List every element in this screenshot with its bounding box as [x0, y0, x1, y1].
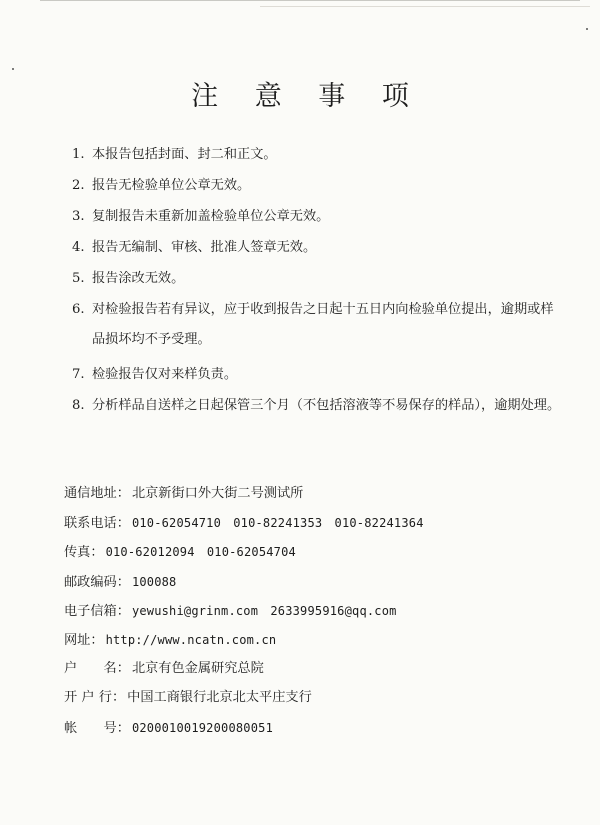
notice-number: 8.	[72, 398, 85, 413]
website-row	[64, 630, 544, 659]
scan-edge-line	[260, 6, 590, 7]
notice-text: 本报告包括封面、封二和正文。	[92, 147, 277, 162]
phone-value: 010-62054710 010-82241353 010-82241364	[131, 516, 424, 531]
notice-item	[72, 209, 562, 225]
website-label: 网址：	[64, 632, 104, 648]
notice-number: 4.	[72, 240, 85, 255]
email-row	[64, 601, 544, 630]
notice-number: 6.	[72, 302, 85, 317]
scan-speck	[12, 68, 14, 70]
notice-text: 分析样品自送样之日起保管三个月（不包括溶液等不易保存的样品），逾期处理。	[92, 398, 561, 413]
fax-label: 传真：	[64, 545, 104, 561]
contact-info	[64, 484, 544, 747]
notice-number: 3.	[72, 209, 85, 224]
notice-text: 复制报告未重新加盖检验单位公章无效。	[92, 209, 330, 224]
fax-row	[64, 542, 544, 571]
phone-row	[64, 513, 544, 542]
notice-number: 1.	[72, 147, 85, 162]
notice-number: 7.	[72, 367, 85, 382]
phone-label: 联系电话：	[64, 516, 130, 532]
notice-item	[72, 271, 562, 287]
email-value: yewushi@grinm.com 2633995916@qq.com	[131, 603, 397, 618]
notice-text: 报告无检验单位公章无效。	[92, 178, 251, 193]
notice-item	[72, 391, 562, 421]
scan-edge-line	[40, 0, 580, 1]
notice-text: 报告涂改无效。	[92, 271, 185, 286]
fax-value: 010-62012094 010-62054704	[105, 545, 296, 560]
address-value: 北京新街口外大街二号测试所	[131, 486, 304, 501]
address-row	[64, 484, 544, 513]
notice-item	[72, 147, 562, 163]
notice-text: 检验报告仅对来样负责。	[92, 367, 238, 382]
notice-item	[72, 240, 562, 256]
postcode-value: 100088	[131, 574, 177, 589]
bank-label: 开 户 行：	[64, 690, 126, 706]
notice-text: 报告无编制、审核、批准人签章无效。	[92, 240, 317, 255]
account-name-row	[64, 659, 544, 688]
scan-speck	[586, 28, 588, 30]
postcode-row	[64, 572, 544, 601]
page-title: 注 意 事 项	[191, 81, 423, 112]
account-number-row	[64, 718, 544, 747]
notice-list	[72, 147, 562, 433]
notice-item	[72, 367, 562, 383]
account-number-value: 0200010019200080051	[131, 720, 274, 735]
notice-number: 5.	[72, 271, 85, 286]
address-label: 通信地址：	[64, 486, 130, 501]
account-number-label: 帐 号：	[64, 720, 130, 736]
notice-text: 对检验报告若有异议，应于收到报告之日起十五日内向检验单位提出，逾期或样品损坏均不予受理。	[92, 302, 554, 347]
bank-row	[64, 688, 544, 717]
email-label: 电子信箱：	[64, 603, 130, 619]
notice-number: 2.	[72, 178, 85, 193]
bank-value: 中国工商银行北京北太平庄支行	[127, 690, 312, 706]
account-name-label: 户 名：	[64, 661, 130, 677]
website-value: http://www.ncatn.com.cn	[105, 632, 277, 647]
postcode-label: 邮政编码：	[64, 574, 130, 590]
notice-item	[72, 178, 562, 194]
account-name-value: 北京有色金属研究总院	[131, 661, 264, 677]
notice-item	[72, 295, 562, 355]
